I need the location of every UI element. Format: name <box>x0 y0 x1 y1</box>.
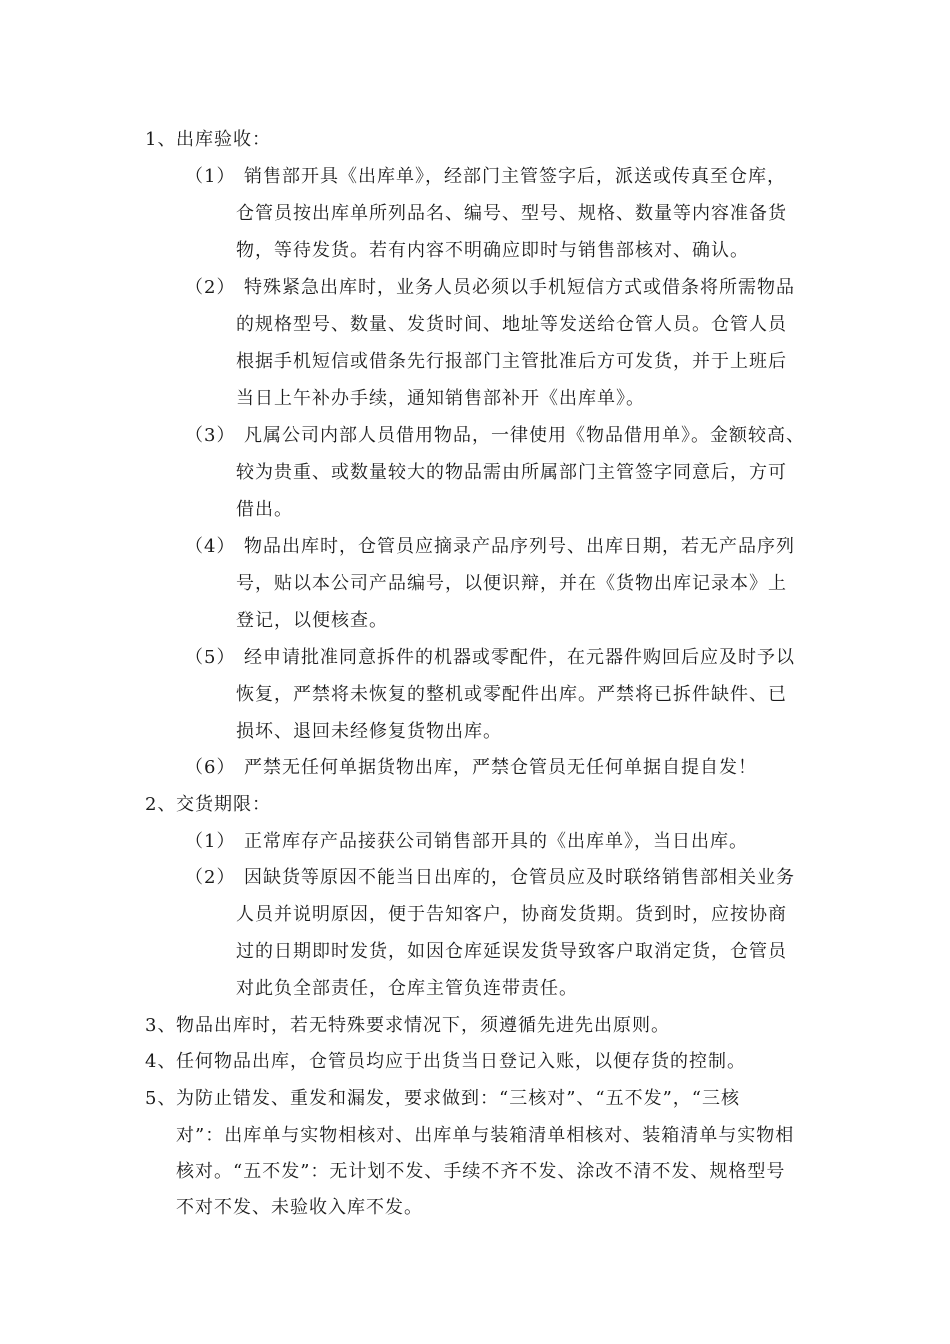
item-marker: （3） <box>185 425 236 446</box>
item-line: 仓管员按出库单所列品名、编号、型号、规格、数量等内容准备货 <box>236 203 787 224</box>
item-line: 凡属公司内部人员借用物品，一律使用《物品借用单》。金额较高、 <box>244 425 805 446</box>
item-line: 人员并说明原因，便于告知客户，协商发货期。货到时，应按协商 <box>236 904 787 925</box>
item-line: 号，贴以本公司产品编号，以便识辩，并在《货物出库记录本》上 <box>236 573 787 594</box>
item-line: 根据手机短信或借条先行报部门主管批准后方可发货，并于上班后 <box>236 351 787 372</box>
item-marker: （4） <box>185 536 236 557</box>
item-marker: （5） <box>185 647 236 668</box>
item-line: 因缺货等原因不能当日出库的，仓管员应及时联络销售部相关业务 <box>244 867 795 888</box>
item-marker: （6） <box>185 757 236 778</box>
item-line: 经申请批准同意拆件的机器或零配件，在元器件购回后应及时予以 <box>244 647 795 668</box>
section-number: 3、 <box>145 1015 177 1036</box>
item-marker: （2） <box>185 277 236 298</box>
section-number: 2、 <box>145 794 177 815</box>
item-marker: （2） <box>185 867 236 888</box>
item-line: 较为贵重、或数量较大的物品需由所属部门主管签字同意后，方可 <box>236 462 787 483</box>
item-line: 物品出库时，仓管员应摘录产品序列号、出库日期，若无产品序列 <box>244 536 795 557</box>
section-line: 不对不发、未验收入库不发。 <box>176 1197 423 1218</box>
item-line: 特殊紧急出库时，业务人员必须以手机短信方式或借条将所需物品 <box>244 277 795 298</box>
section-line: 任何物品出库，仓管员均应于出货当日登记入账，以便存货的控制。 <box>176 1051 746 1072</box>
item-line: 严禁无任何单据货物出库，严禁仓管员无任何单据自提自发！ <box>244 757 757 778</box>
item-marker: （1） <box>185 831 236 852</box>
item-line: 销售部开具《出库单》，经部门主管签字后，派送或传真至仓库， <box>244 166 786 187</box>
section-line: 为防止错发、重发和漏发，要求做到：“三核对”、“五不发”，“三核 <box>176 1088 741 1109</box>
item-line: 损坏、退回未经修复货物出库。 <box>236 721 502 742</box>
section-line: 物品出库时，若无特殊要求情况下，须遵循先进先出原则。 <box>176 1015 670 1036</box>
item-line: 对此负全部责任，仓库主管负连带责任。 <box>236 978 578 999</box>
item-line: 当日上午补办手续，通知销售部补开《出库单》。 <box>236 388 645 409</box>
item-line: 借出。 <box>236 499 293 520</box>
section-line: 对”：出库单与实物相核对、出库单与装箱清单相核对、装箱清单与实物相 <box>176 1125 795 1146</box>
item-line: 正常库存产品接获公司销售部开具的《出库单》，当日出库。 <box>244 831 748 852</box>
section-line: 核对。“五不发”：无计划不发、手续不齐不发、涂改不清不发、规格型号 <box>176 1161 786 1182</box>
item-line: 过的日期即时发货，如因仓库延误发货导致客户取消定货，仓管员 <box>236 941 787 962</box>
section-number: 1、 <box>145 129 177 150</box>
item-line: 登记，以便核查。 <box>236 610 388 631</box>
item-line: 恢复，严禁将未恢复的整机或零配件出库。严禁将已拆件缺件、已 <box>236 684 787 705</box>
item-marker: （1） <box>185 166 236 187</box>
section-title: 交货期限： <box>176 794 271 815</box>
section-number: 4、 <box>145 1051 177 1072</box>
section-title: 出库验收： <box>176 129 271 150</box>
section-number: 5、 <box>145 1088 177 1109</box>
item-line: 物，等待发货。若有内容不明确应即时与销售部核对、确认。 <box>236 240 749 261</box>
item-line: 的规格型号、数量、发货时间、地址等发送给仓管人员。仓管人员 <box>236 314 787 335</box>
